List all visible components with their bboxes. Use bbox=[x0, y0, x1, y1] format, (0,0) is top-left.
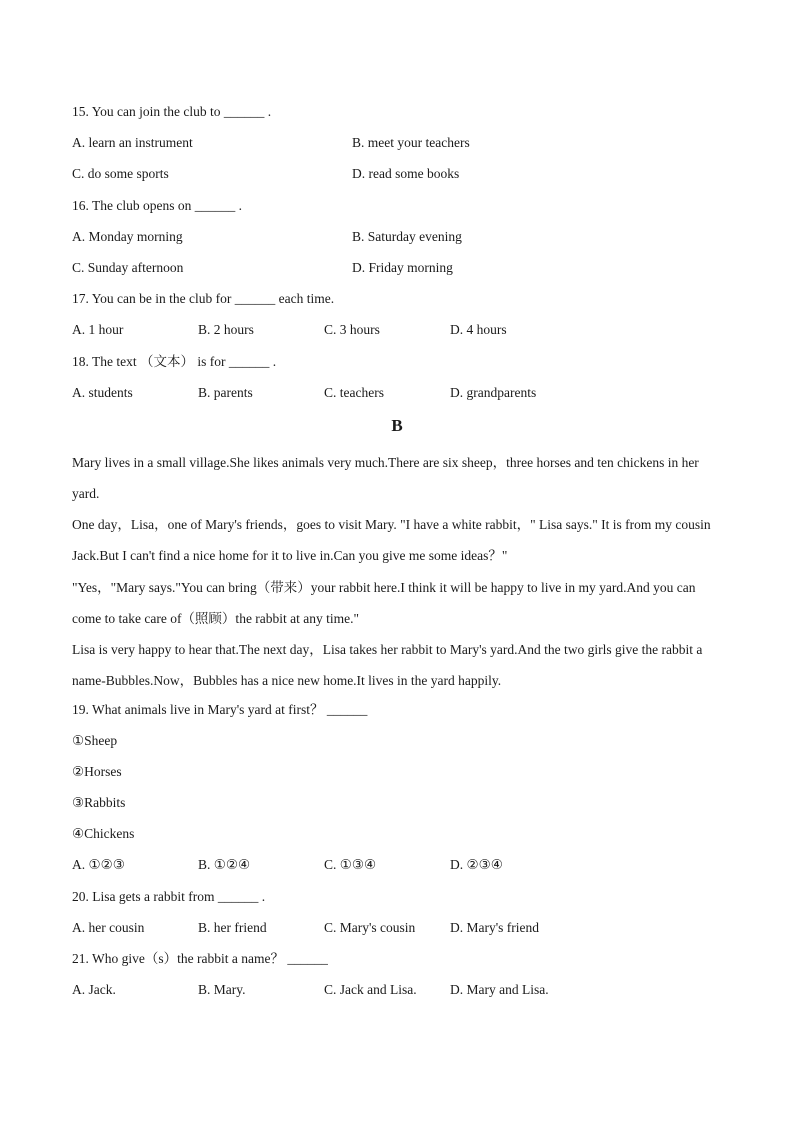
question-19-choice-1: ①Sheep bbox=[72, 732, 118, 748]
question-15-option-b: B. meet your teachers bbox=[352, 135, 470, 151]
question-19-option-d: D. ②③④ bbox=[450, 857, 503, 873]
question-18-option-a: A. students bbox=[72, 384, 133, 400]
question-19-options bbox=[72, 852, 722, 883]
question-19-choice-4: ④Chickens bbox=[72, 826, 135, 842]
question-17-option-b: B. 2 hours bbox=[198, 322, 254, 338]
question-18-option-d: D. grandparents bbox=[450, 384, 537, 400]
question-20-option-d: D. Mary's friend bbox=[450, 919, 540, 935]
question-19-choice-2: ②Horses bbox=[72, 763, 122, 779]
passage-paragraph-4: Lisa is very happy to hear that.The next day，Lisa takes her rabbit to Mary's yard.And the two girls give the rabbit a name-Bubbles.Now，Bubbles has a nice new home.It lives in the yard happily. bbox=[72, 642, 703, 689]
question-18-option-c: C. teachers bbox=[324, 384, 384, 400]
question-19-choice-3: ③Rabbits bbox=[72, 795, 126, 811]
question-15-stem: 15. You can join the club to ______ . bbox=[72, 104, 272, 119]
question-18-option-b: B. parents bbox=[198, 384, 253, 400]
question-20-stem: 20. Lisa gets a rabbit from ______ . bbox=[72, 888, 266, 904]
passage-paragraph-3: "Yes，"Mary says."You can bring（带来）your rabbit here.I think it will be happy to live in my yard.And you can come to take care of（照顾）the rabbit at any time." bbox=[72, 579, 696, 626]
section-b-title: B bbox=[391, 415, 403, 435]
question-21-option-b: B. Mary. bbox=[198, 982, 246, 998]
question-19-option-a: A. ①②③ bbox=[72, 857, 125, 873]
question-19-option-c: C. ①③④ bbox=[324, 857, 377, 873]
question-21-options bbox=[72, 977, 722, 1008]
question-21-stem: 21. Who give（s）the rabbit a name？ ______ bbox=[72, 951, 328, 966]
question-20-option-b: B. her friend bbox=[198, 919, 267, 935]
worksheet-page bbox=[72, 99, 722, 1008]
passage-paragraph-1: Mary lives in a small village.She likes animals very much.There are six sheep，three horses and ten chickens in her yard. bbox=[72, 454, 699, 502]
question-21-option-c: C. Jack and Lisa. bbox=[324, 982, 417, 998]
question-16-option-d: D. Friday morning bbox=[352, 259, 453, 275]
question-16-option-b: B. Saturday evening bbox=[352, 228, 462, 244]
question-19-stem: 19. What animals live in Mary's yard at first？ ______ bbox=[72, 701, 368, 717]
question-16-options-row-2 bbox=[72, 255, 722, 286]
question-15-option-c: C. do some sports bbox=[72, 166, 169, 182]
question-17-options bbox=[72, 317, 722, 348]
question-20-options bbox=[72, 915, 722, 946]
question-16-option-c: C. Sunday afternoon bbox=[72, 259, 184, 275]
question-15-options-row-2 bbox=[72, 161, 722, 192]
question-20-option-a: A. her cousin bbox=[72, 919, 145, 935]
question-17-option-d: D. 4 hours bbox=[450, 322, 507, 338]
question-18-stem: 18. The text （文本） is for ______ . bbox=[72, 353, 277, 369]
question-15-option-d: D. read some books bbox=[352, 166, 460, 182]
question-21-option-d: D. Mary and Lisa. bbox=[450, 982, 549, 998]
question-16-options-row-1 bbox=[72, 224, 722, 255]
question-19-option-b: B. ①②④ bbox=[198, 857, 251, 873]
question-17-stem: 17. You can be in the club for ______ each time. bbox=[72, 291, 335, 307]
question-16-stem: 16. The club opens on ______ . bbox=[72, 197, 242, 213]
question-16-option-a: A. Monday morning bbox=[72, 228, 183, 244]
question-20-option-c: C. Mary's cousin bbox=[324, 919, 416, 935]
passage-paragraph-2: One day，Lisa，one of Mary's friends，goes to visit Mary. "I have a white rabbit，" Lisa says." It is from my cousin Jack.But I can't find a nice home for it to live in.Can you give me some ideas？" bbox=[72, 517, 711, 564]
question-17-option-c: C. 3 hours bbox=[324, 322, 380, 338]
question-18-options bbox=[72, 380, 722, 411]
question-21-option-a: A. Jack. bbox=[72, 982, 116, 998]
question-15-option-a: A. learn an instrument bbox=[72, 135, 193, 151]
question-15-options-row-1 bbox=[72, 130, 722, 161]
question-17-option-a: A. 1 hour bbox=[72, 322, 124, 338]
